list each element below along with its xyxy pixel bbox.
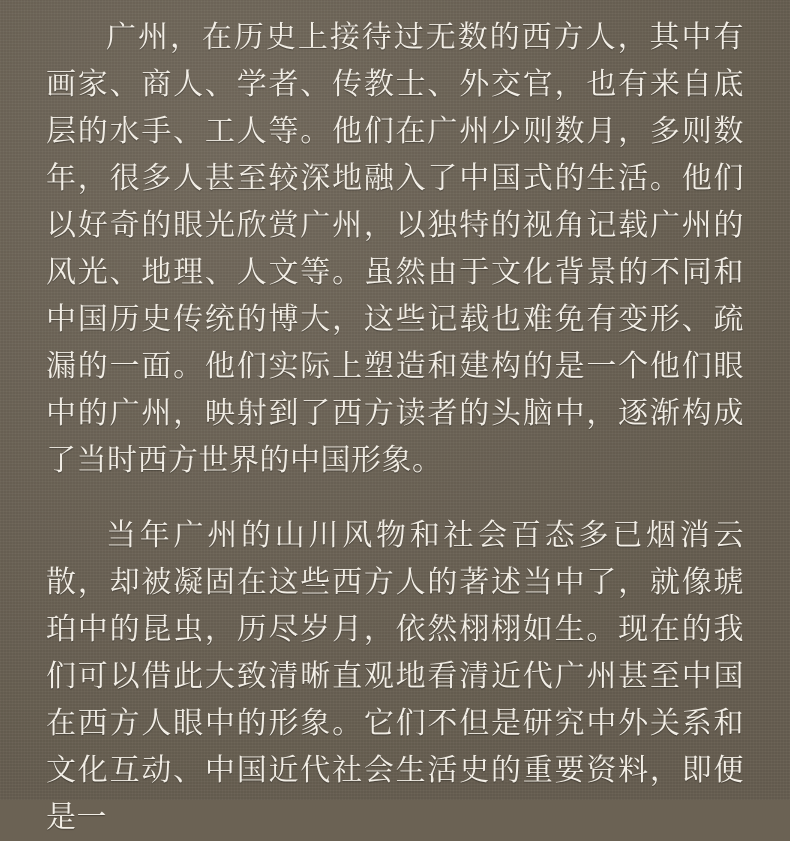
paragraph-2: 当年广州的山川风物和社会百态多已烟消云散，却被凝固在这些西方人的著述当中了，就像琥珀中的昆虫，历尽岁月，依然栩栩如生。现在的我们可以借此大致清晰直观地看清近代广州甚至中国在西方人眼中的形象。它们不但是研究中外关系和文化互动、中国近代社会生活史的重要资料，即便是一 (46, 519, 744, 834)
paragraph-1: 广州，在历史上接待过无数的西方人，其中有画家、商人、学者、传教士、外交官，也有来自底层的水手、工人等。他们在广州少则数月，多则数年，很多人甚至较深地融入了中国式的生活。他们以好奇的眼光欣赏广州，以独特的视角记载广州的风光、地理、人文等。虽然由于文化背景的不同和中国历史传统的博大，这些记载也难免有变形、疏漏的一面。他们实际上塑造和建构的是一个他们眼中的广州，映射到了西方读者的头脑中，逐渐构成了当时西方世界的中国形象。 (46, 21, 744, 477)
document-text-body (46, 14, 744, 841)
